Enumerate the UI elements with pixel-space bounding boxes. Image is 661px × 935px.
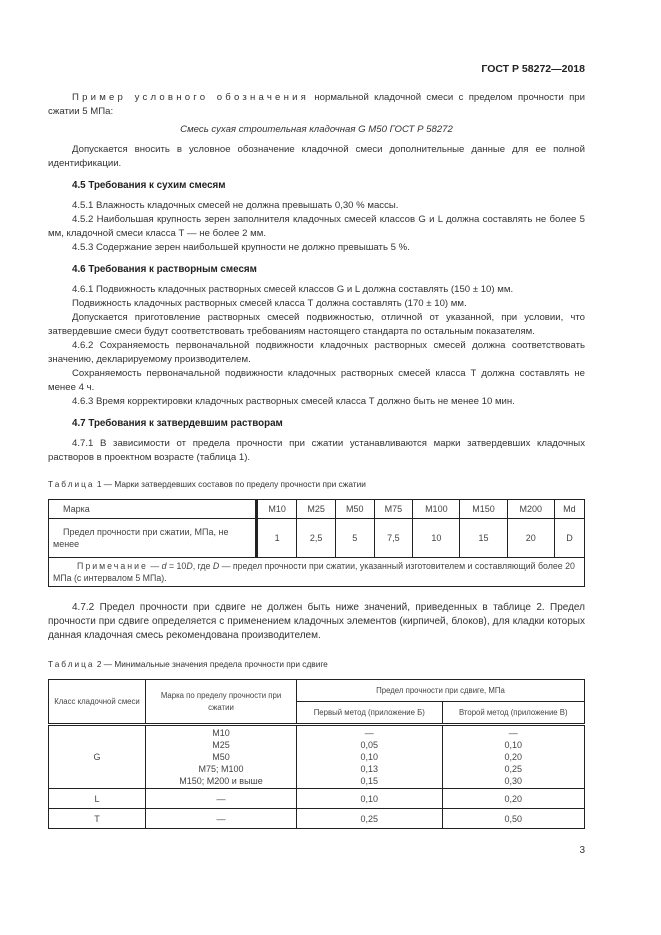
cell-line: 0,30 [504,776,523,786]
cell-line: — [364,728,374,738]
grades-table [48,499,585,587]
table-header-cell: Предел прочности при сдвиге, МПа [297,680,585,702]
note-text: D [212,561,220,571]
table-cell [146,725,297,789]
paragraph: 4.7.2 Предел прочности при сдвиге не должен быть ниже значений, приведенных в таблице 2. Предел прочности при сдвиге определяется с применением кладочных элементов (кирпичей, блоков), для кладки которых данная кладочная смесь рекомендована производителем. [48,602,585,641]
paragraph: 4.6.3 Время корректировки кладочных растворных смесей класса Т должно быть не менее 10 мин. [72,396,515,407]
table-row [49,500,585,519]
table-header-cell: Марка по пределу прочности при сжатии [146,680,297,725]
paragraph: 4.5.1 Влажность кладочных смесей не должна превышать 0,30 % массы. [72,200,399,211]
cell-line: — [508,728,518,738]
note-text: D [186,561,193,571]
paragraph: Допускается приготовление растворных смесей подвижностью, отличной от указанной, при условии, что затвердевшие смеси будут соответствовать требованиям настоящего стандарта по остальным показателям. [48,312,585,337]
table-cell: 7,5 [374,519,413,558]
table-cell: D [554,519,584,558]
caption-text: 1 — Марки затвердевших составов по пределу прочности при сжатии [94,479,366,489]
caption-label: Таблица [48,659,95,669]
table-row [49,558,585,587]
table-cell: 0,10 [297,789,443,809]
paragraph: 4.5.3 Содержание зерен наибольшей крупности не должно превышать 5 %. [72,242,410,253]
cell-line: M50 [212,752,230,762]
table-cell: M150 [460,500,507,519]
example-paragraph [48,91,585,119]
paragraph: 4.5.2 Наибольшая крупность зерен заполнителя кладочных смесей классов G и L должна составлять не более 5 мм, кладочной смеси класса Т — не более 2 мм. [48,214,585,239]
note-text: — предел прочности при сжатии, указанный изготовителем и составляющий более 20 МПа (с интервалом 5 МПа). [53,561,575,583]
paragraph: 4.6.2 Сохраняемость первоначальной подвижности кладочных растворных смесей должна соответствовать значению, декларируемому производителем. [48,340,585,365]
table-header-cell: Второй метод (приложение В) [442,702,584,725]
table-row [49,725,585,789]
table-cell [297,725,443,789]
table-cell: 0,50 [442,809,584,829]
designation-example: Смесь сухая строительная кладочная G M50 ГОСТ Р 58272 [180,124,453,135]
cell-line: M10 [212,728,230,738]
table-cell: Md [554,500,584,519]
cell-line: 0,25 [504,764,523,774]
paragraph: 4.6.1 Подвижность кладочных растворных смесей классов G и L должна составлять (150 ± 10) мм. [72,284,514,295]
table-cell: T [49,809,146,829]
table-cell: L [49,789,146,809]
table-cell [442,725,584,789]
table-cell: M200 [507,500,554,519]
section-heading: 4.5 Требования к сухим смесям [72,180,226,191]
page-number: 3 [579,845,585,856]
note-label: Примечание [77,561,148,571]
caption-text: 2 — Минимальные значения предела прочности при сдвиге [94,659,328,669]
table-cell: — [146,809,297,829]
shear-strength-table [48,679,585,829]
example-label: Пример условного обозначения [72,92,310,103]
table-header-cell: Класс кладочной смеси [49,680,146,725]
document-id: ГОСТ Р 58272—2018 [481,63,585,75]
table-cell: Марка [49,500,257,519]
table-row [49,789,585,809]
cell-line: 0,05 [360,740,379,750]
cell-line: 0,13 [360,764,379,774]
table-row [49,809,585,829]
table-cell: G [49,725,146,789]
table-caption [48,477,585,491]
cell-line: M25 [212,740,230,750]
cell-line: 0,10 [360,752,379,762]
paragraph: 4.7.1 В зависимости от предела прочности при сжатии устанавливаются марки затвердевших кладочных растворов в проектном возрасте (таблица 1). [48,438,585,463]
table-row [49,680,585,702]
table-cell: M10 [257,500,297,519]
table-cell: 5 [335,519,374,558]
table-cell: 15 [460,519,507,558]
table-caption [48,657,585,671]
note-text: , где [192,561,213,571]
cell-line: 0,15 [360,776,379,786]
table-cell: M25 [297,500,336,519]
cell-line: M150; M200 и выше [179,776,263,786]
cell-line: M75; M100 [198,764,244,774]
table-cell: 2,5 [297,519,336,558]
table-cell: — [146,789,297,809]
table-note [49,558,585,587]
note-text: = 10 [166,561,187,571]
table-cell: 0,20 [442,789,584,809]
table-cell: 20 [507,519,554,558]
paragraph: Сохраняемость первоначальной подвижности кладочных растворных смесей класса Т должна составлять не менее 4 ч. [48,368,585,393]
table-cell: 1 [257,519,297,558]
cell-line: 0,10 [504,740,523,750]
table-cell: Предел прочности при сжатии, МПа, не менее [49,519,257,558]
caption-label: Таблица [48,479,95,489]
table-row [49,519,585,558]
table-cell: M75 [374,500,413,519]
table-cell: 10 [413,519,460,558]
table-cell: M50 [335,500,374,519]
note-text: — [147,561,162,571]
note-text: d [161,561,167,571]
cell-line: 0,20 [504,752,523,762]
table-header-cell: Первый метод (приложение Б) [297,702,443,725]
table-cell: 0,25 [297,809,443,829]
section-heading: 4.7 Требования к затвердевшим растворам [72,418,283,429]
paragraph: Допускается вносить в условное обозначение кладочной смеси дополнительные данные для ее полной идентификации. [48,144,585,169]
example-text: нормальной кладочной смеси с пределом прочности при сжатии 5 МПа: [48,92,585,117]
section-heading: 4.6 Требования к растворным смесям [72,264,257,275]
table-cell: M100 [413,500,460,519]
paragraph: Подвижность кладочных растворных смесей класса Т должна составлять (170 ± 10) мм. [72,298,467,309]
